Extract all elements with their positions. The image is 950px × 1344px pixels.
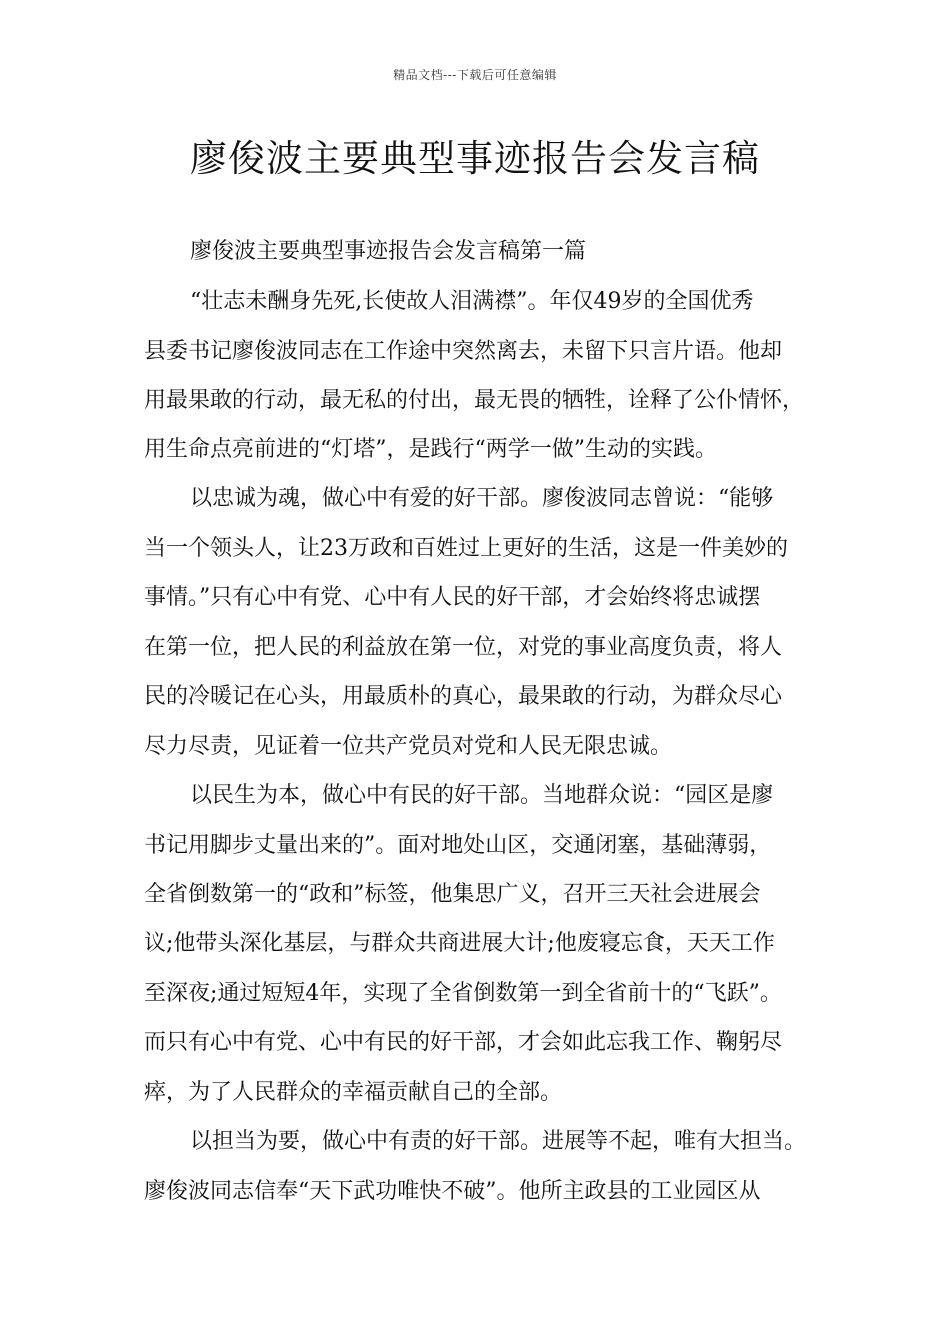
- paragraph-line: “壮志未酬身先死,长使故人泪满襟”。年仅49岁的全国优秀: [190, 289, 754, 314]
- paragraph-line: 以忠诚为魂，做心中有爱的好干部。廖俊波同志曾说：“能够: [190, 486, 774, 511]
- paragraph-line: 用生命点亮前进的“灯塔”，是践行“两学一做”生动的实践。: [144, 437, 717, 462]
- paragraph-line: 用最果敢的行动，最无私的付出，最无畏的牺牲，诠释了公仆情怀，: [144, 388, 805, 413]
- paragraph-line: 议;他带头深化基层，与群众共商进展大计;他废寝忘食，天天工作: [144, 931, 775, 956]
- paragraph-line: 县委书记廖俊波同志在工作途中突然离去，未留下只言片语。他却: [144, 339, 783, 364]
- paragraph-line: 事情。”只有心中有党、心中有人民的好干部，才会始终将忠诚摆: [144, 585, 761, 610]
- paragraph-line: 民的冷暖记在心头，用最质朴的真心，最果敢的行动，为群众尽心: [144, 684, 783, 709]
- paragraph-line: 至深夜;通过短短4年，实现了全省倒数第一到全省前十的“飞跃”。: [144, 981, 782, 1006]
- document-title: 廖俊波主要典型事迹报告会发言稿: [190, 137, 760, 180]
- paragraph-line: 尽力尽责，见证着一位共产党员对党和人民无限忠诚。: [144, 734, 673, 759]
- paragraph-line: 书记用脚步丈量出来的”。面对地处山区，交通闭塞，基础薄弱，: [144, 833, 772, 858]
- paragraph-line: 全省倒数第一的“政和”标签，他集思广义，召开三天社会进展会: [144, 882, 761, 907]
- header-note: 精品文档---下载后可任意编辑: [393, 68, 557, 82]
- paragraph-line: 以担当为要，做心中有责的好干部。进展等不起，唯有大担当。: [190, 1129, 807, 1154]
- paragraph-line: 以民生为本，做心中有民的好干部。当地群众说：“园区是廖: [190, 783, 774, 808]
- paragraph-line: 在第一位，把人民的利益放在第一位，对党的事业高度负责，将人: [144, 635, 783, 660]
- paragraph-line: 瘁，为了人民群众的幸福贡献自己的全部。: [144, 1080, 563, 1105]
- paragraph-line: 廖俊波同志信奉“天下武功唯快不破”。他所主政县的工业园区从: [144, 1179, 761, 1204]
- section-heading: 廖俊波主要典型事迹报告会发言稿第一篇: [190, 239, 587, 264]
- paragraph-line: 当一个领头人，让23万政和百姓过上更好的生活，这是一件美妙的: [144, 536, 788, 561]
- paragraph-line: 而只有心中有党、心中有民的好干部，才会如此忘我工作、鞠躬尽: [144, 1030, 783, 1055]
